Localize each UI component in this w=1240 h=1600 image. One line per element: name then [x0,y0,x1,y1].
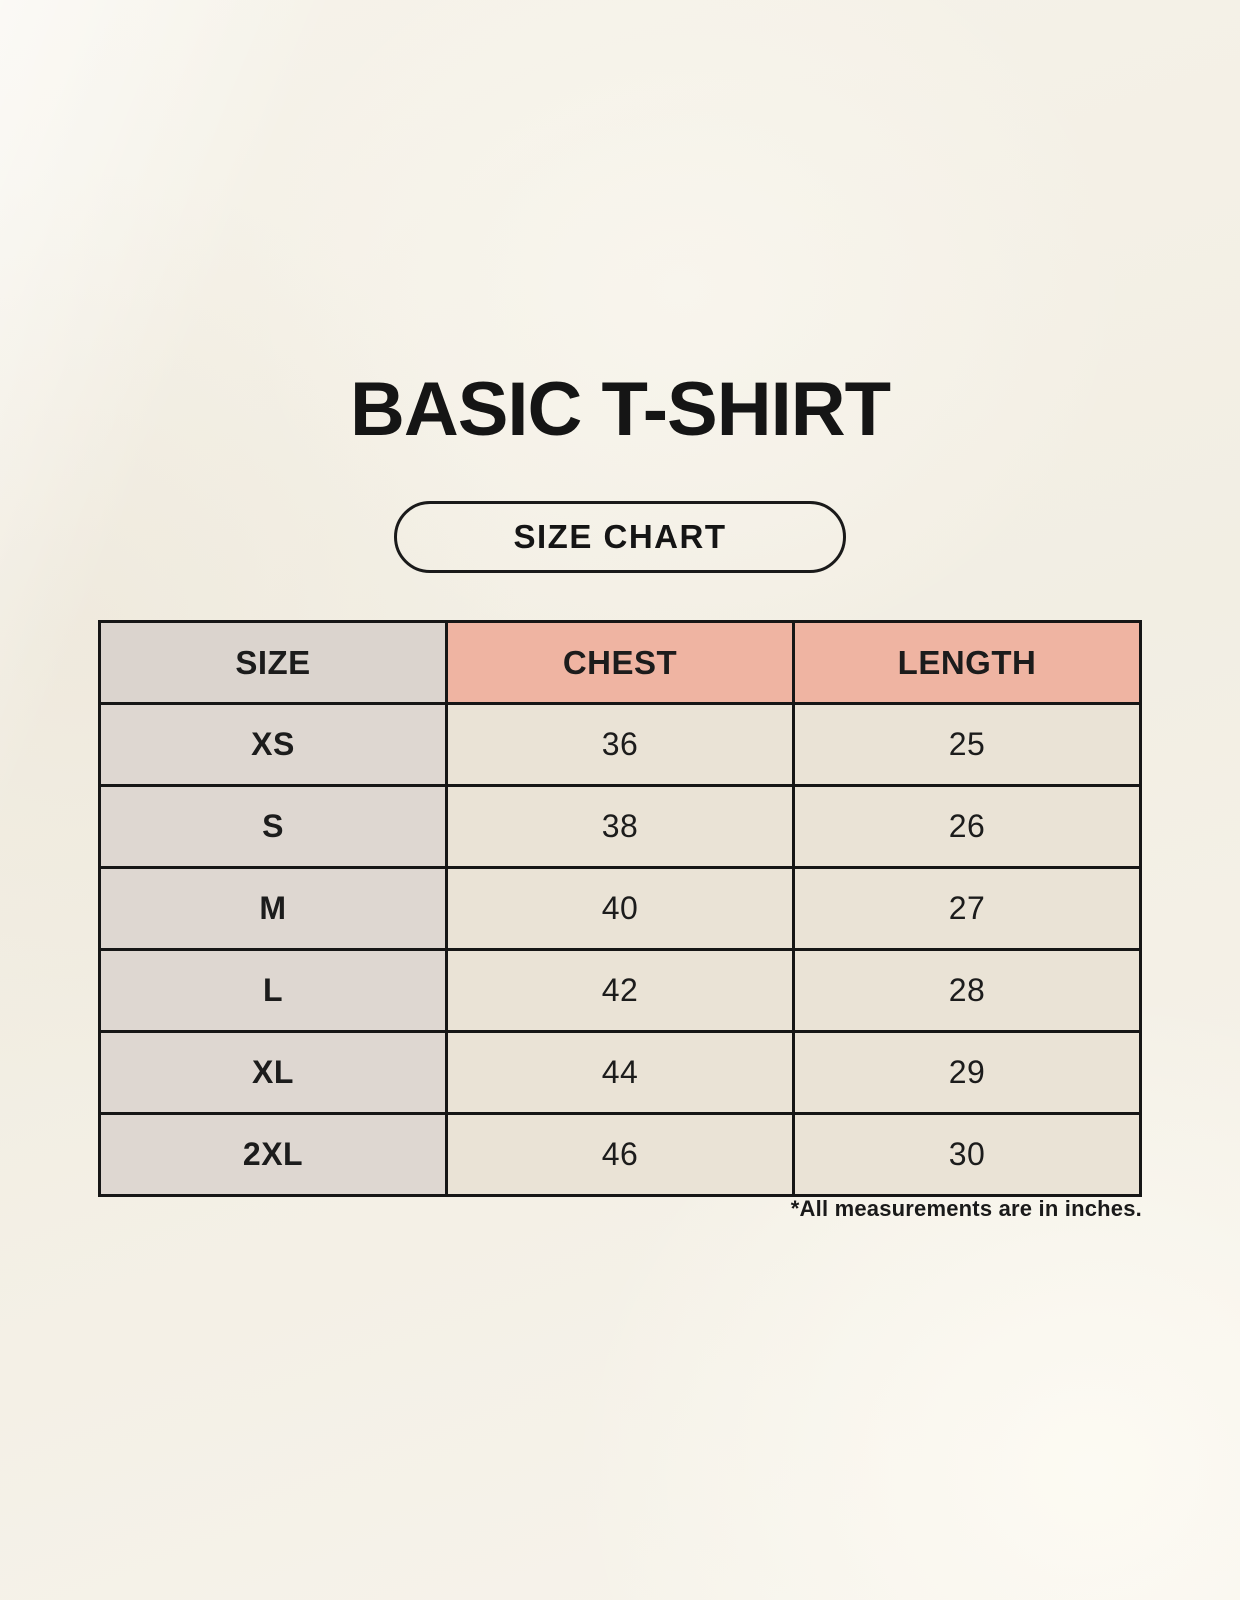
size-chart-button-label: SIZE CHART [513,518,727,555]
chest-cell: 46 [447,1114,794,1196]
size-cell: XS [100,704,447,786]
column-header-size: SIZE [100,622,447,704]
chest-cell: 44 [447,1032,794,1114]
chest-cell: 42 [447,950,794,1032]
page-title: BASIC T-SHIRT [349,367,891,452]
table-row [100,786,1141,868]
length-cell: 29 [794,1032,1141,1114]
size-cell: L [100,950,447,1032]
chest-cell: 36 [447,704,794,786]
measurements-footnote: *All measurements are in inches. [790,1196,1142,1221]
length-cell: 26 [794,786,1141,868]
column-header-chest: CHEST [447,622,794,704]
size-cell: XL [100,1032,447,1114]
length-cell: 28 [794,950,1141,1032]
length-cell: 30 [794,1114,1141,1196]
table-row [100,704,1141,786]
size-chart-button[interactable] [394,501,846,573]
column-header-length: LENGTH [794,622,1141,704]
size-cell: M [100,868,447,950]
table-row [100,868,1141,950]
table-row [100,1114,1141,1196]
table-row [100,950,1141,1032]
chest-cell: 38 [447,786,794,868]
size-cell: S [100,786,447,868]
size-table [98,620,1142,1197]
length-cell: 27 [794,868,1141,950]
table-row [100,1032,1141,1114]
chest-cell: 40 [447,868,794,950]
header-row [100,622,1141,704]
length-cell: 25 [794,704,1141,786]
size-cell: 2XL [100,1114,447,1196]
